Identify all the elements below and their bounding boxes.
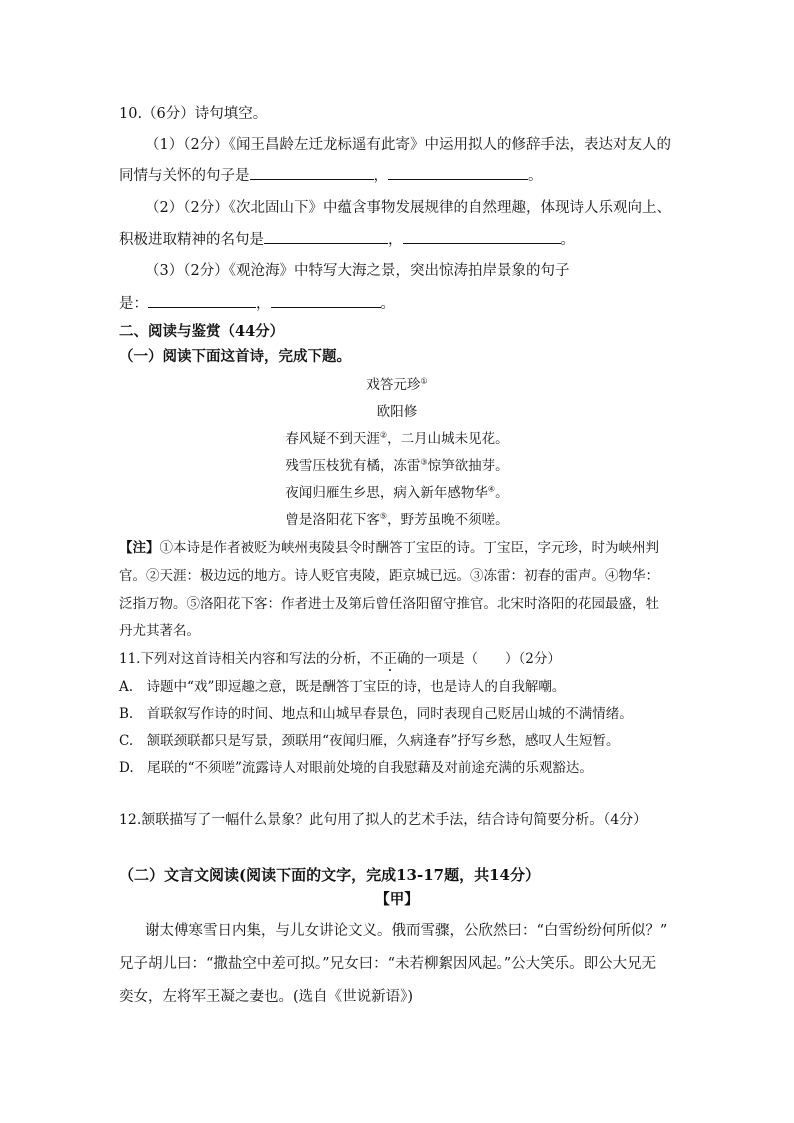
comma: ，: [388, 232, 403, 248]
notes-line-3: 泛指万物。⑤洛阳花下客：作者进士及第后曾任洛阳留守推官。北宋时洛阳的花园最盛，牡: [119, 596, 659, 612]
poem-author: 欧阳修: [376, 404, 418, 420]
footnote-marker: ③: [420, 457, 428, 467]
poem-text: 残雪压枝犹有橘，冻雷: [285, 458, 421, 474]
poem-text: 。: [495, 485, 509, 501]
subsection-title: （一）阅读下面这首诗，完成下题。: [119, 348, 351, 365]
q10-part3-line2: [119, 293, 395, 314]
section-title: 二、阅读与鉴赏（44分）: [119, 323, 285, 340]
q11-option-b[interactable]: B. 首联叙写作诗的时间、地点和山城早春景色，同时表现自己贬居山城的不满情绪。: [119, 706, 633, 722]
q10-part2-line2: [119, 229, 575, 250]
poem-line-1: [0, 429, 794, 449]
poem-title: [0, 375, 794, 395]
poem-title-text: 戏答元珍: [366, 377, 421, 393]
notes-line-2: 官。②天涯：极边远的地方。诗人贬官夷陵，距京城已远。③冻雷：初春的雷声。④物华：: [119, 568, 659, 584]
period: 。: [560, 232, 575, 248]
period: 。: [528, 168, 543, 184]
q10-stem: 10.（6分）诗句填空。: [119, 106, 268, 122]
comma: ，: [256, 296, 271, 312]
answer-blank[interactable]: [250, 165, 374, 180]
poem-text: 夜闻归雁生乡思，病入新年感物华: [285, 485, 488, 501]
q12-stem: 12.颔联描写了一幅什么景象？此句用了拟人的艺术手法，结合诗句简要分析。（4分）: [119, 812, 648, 828]
poem-line-3: [0, 483, 794, 503]
notes-text: ①本诗是作者被贬为峡州夷陵县令时酬答丁宝臣的诗。丁宝臣，字元珍，时为峡州判: [159, 540, 659, 556]
q11-option-d[interactable]: D. 尾联的“不须嗟”流露诗人对眼前处境的自我慰藉及对前途充满的乐观豁达。: [119, 760, 593, 776]
answer-blank[interactable]: [271, 293, 381, 308]
answer-blank[interactable]: [388, 165, 528, 180]
q10-part3-prompt: 是：: [119, 296, 148, 312]
q10-part1-prompt: 同情与关怀的句子是: [119, 168, 250, 184]
poem-text: 惊笋欲抽芽。: [427, 458, 509, 474]
passage-line-3: 奕女，左将军王凝之妻也。(选自《世说新语》): [119, 989, 414, 1005]
q11-option-a[interactable]: A. 诗题中“戏”即逗趣之意，既是酬答丁宝臣的诗，也是诗人的自我解嘲。: [119, 679, 566, 695]
poem-text: ，野芳虽晚不须嗟。: [387, 512, 509, 528]
footnote-marker: ④: [487, 484, 496, 494]
answer-blank[interactable]: [264, 229, 388, 244]
answer-blank[interactable]: [403, 229, 561, 244]
poem-text: 曾是洛阳花下客: [285, 512, 380, 528]
section-title-classical: （二）文言文阅读(阅读下面的文字，完成13-17题，共14分）: [119, 866, 540, 884]
footnote-marker: ①: [420, 376, 428, 386]
poem-text: 春风疑不到天涯: [285, 431, 380, 447]
q10-part1-line1: （1）（2分）《闻王昌龄左迁龙标遥有此寄》中运用拟人的修辞手法，表达对友人的: [145, 137, 671, 153]
q10-part3-line1: （3）（2分）《观沧海》中特写大海之景，突出惊涛拍岸景象的句子: [145, 263, 570, 279]
poem-line-2: [0, 456, 794, 476]
period: 。: [380, 296, 395, 312]
answer-blank[interactable]: [148, 293, 256, 308]
q11-stem: [119, 649, 561, 669]
poem-line-4: [0, 510, 794, 530]
passage-line-2: 兄子胡儿曰：“撒盐空中差可拟。”兄女曰：“未若柳絮因风起。”公大笑乐。即公大兄无: [119, 956, 657, 972]
q11-option-c[interactable]: C. 颔联颈联都只是写景，颈联用“夜闻归雁，久病逢春”抒写乡愁，感叹人生短暂。: [119, 733, 620, 749]
passage-label-jia: 【甲】: [375, 891, 419, 908]
notes-label: 【注】: [119, 540, 160, 556]
q11-stem-text: 11.下列对这首诗相关内容和写法的分析，: [119, 651, 370, 667]
poem-text: ，二月山城未见花。: [387, 431, 509, 447]
notes-line-1: [119, 538, 659, 558]
comma: ，: [373, 168, 388, 184]
notes-line-4: 丹尤其著名。: [119, 623, 200, 639]
footnote-marker: ⑤: [379, 511, 388, 521]
q11-stem-text: 的一项是（ ）（2分）: [410, 651, 561, 667]
passage-line-1: 谢太傅寒雪日内集，与儿女讲论文义。俄而雪骤，公欣然曰：“白雪纷纷何所似？”: [145, 923, 668, 939]
q10-part1-line2: [119, 165, 543, 186]
q11-emphasis: 不正确: [369, 651, 411, 667]
q10-part2-line1: （2）（2分）《次北固山下》中蕴含事物发展规律的自然理趣，体现诗人乐观向上、: [145, 200, 671, 216]
q10-part2-prompt: 积极进取精神的名句是: [119, 232, 264, 248]
footnote-marker: ②: [379, 430, 388, 440]
